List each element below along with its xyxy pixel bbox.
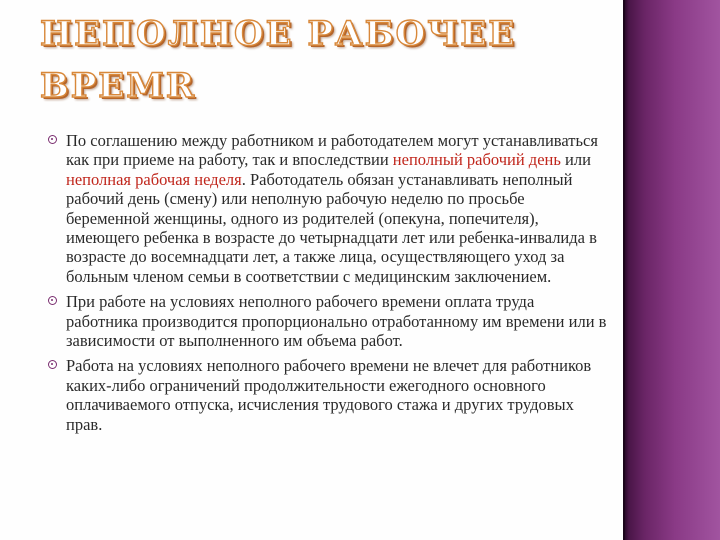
page-title: НЕПОЛНОЕ РАБОЧЕЕ ВРЕМR <box>40 14 517 106</box>
list-item <box>48 131 608 286</box>
bullet-list <box>48 131 608 440</box>
bullet-text: При работе на условиях неполного рабочего времени оплата труда работника производится пропорционально отработанному им времени или в зависимости от выполненного им объема работ. <box>66 292 607 351</box>
highlight-part-time-week: неполная рабочая неделя <box>66 169 242 189</box>
circle-bullet-icon <box>48 135 57 144</box>
decorative-side-panel <box>625 0 720 540</box>
bullet-text: По соглашению между работником и работодателем могут устанавливаться как при приеме на работу, так и впоследствии <box>66 131 598 170</box>
circle-bullet-icon <box>48 360 57 369</box>
highlight-part-time-day: неполный рабочий день <box>392 150 561 170</box>
bullet-text: или <box>560 150 591 170</box>
list-item <box>48 356 608 434</box>
circle-bullet-icon <box>48 296 57 305</box>
bullet-text: . Работодатель обязан устанавливать неполный рабочий день (смену) или неполную рабочую неделю по просьбе беременной женщины, одного из родителей (опекуна, попечителя), имеющего ребенка в возрасте до четырнадцати лет или ребенка-инвалида в возрасте до восемнадцати лет, а также лица, осуществляющего уход за больным членом семьи в соответствии с медицинским заключением. <box>66 169 597 286</box>
bullet-text: Работа на условиях неполного рабочего времени не влечет для работников каких-либо ограничений продолжительности ежегодного основного оплачиваемого отпуска, исчисления трудового стажа и других трудовых прав. <box>66 356 592 434</box>
list-item <box>48 292 608 350</box>
